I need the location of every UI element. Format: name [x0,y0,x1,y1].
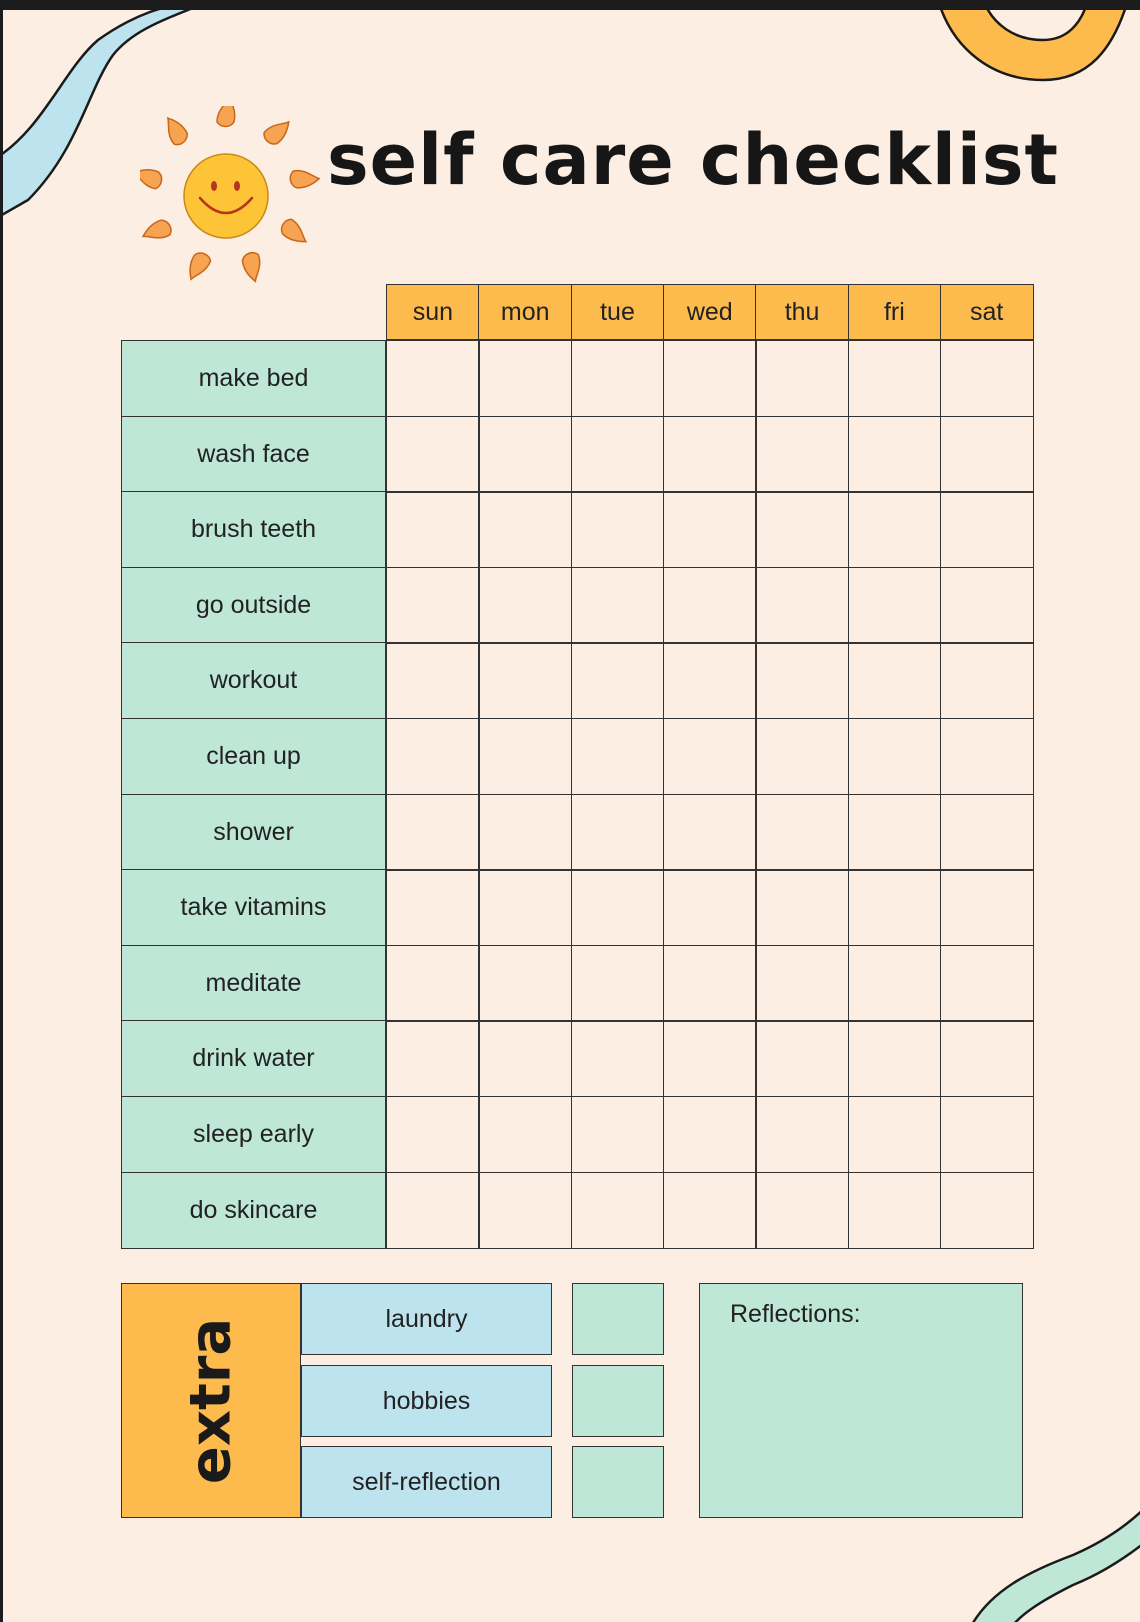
check-cell-wed[interactable] [663,1172,757,1249]
check-cell-sun[interactable] [386,1172,480,1249]
check-cell-tue[interactable] [571,567,665,644]
check-cell-tue[interactable] [571,869,665,946]
extra-checkbox-self-reflection[interactable] [572,1446,664,1518]
check-cell-wed[interactable] [663,1096,757,1173]
reflections-box[interactable] [699,1283,1023,1518]
check-cell-sat[interactable] [940,1020,1034,1097]
check-cell-tue[interactable] [571,794,665,871]
check-cell-mon[interactable] [478,1172,572,1249]
smiling-sun-icon [140,106,320,286]
check-cell-fri[interactable] [848,869,942,946]
check-cell-mon[interactable] [478,869,572,946]
day-header-fri: fri [848,284,942,340]
check-cell-wed[interactable] [663,416,757,493]
checklist-page [3,10,1140,1622]
page-title: self care checklist [327,119,1060,201]
check-cell-fri[interactable] [848,1172,942,1249]
task-label: drink water [121,1020,386,1097]
check-cell-sat[interactable] [940,642,1034,719]
extra-checkbox-hobbies[interactable] [572,1365,664,1437]
check-cell-thu[interactable] [755,642,849,719]
check-cell-thu[interactable] [755,718,849,795]
check-cell-thu[interactable] [755,416,849,493]
task-label: wash face [121,416,386,493]
check-cell-fri[interactable] [848,340,942,417]
check-cell-sun[interactable] [386,642,480,719]
check-cell-mon[interactable] [478,491,572,568]
check-cell-mon[interactable] [478,567,572,644]
check-cell-sat[interactable] [940,794,1034,871]
check-cell-wed[interactable] [663,718,757,795]
reflections-label: Reflections: [730,1300,861,1328]
check-cell-fri[interactable] [848,642,942,719]
check-cell-sat[interactable] [940,945,1034,1022]
check-cell-wed[interactable] [663,567,757,644]
extra-checkbox-laundry[interactable] [572,1283,664,1355]
check-cell-mon[interactable] [478,794,572,871]
check-cell-sat[interactable] [940,718,1034,795]
day-header-sat: sat [940,284,1034,340]
check-cell-wed[interactable] [663,340,757,417]
check-cell-sat[interactable] [940,416,1034,493]
check-cell-sun[interactable] [386,491,480,568]
check-cell-sun[interactable] [386,567,480,644]
check-cell-wed[interactable] [663,491,757,568]
check-cell-sat[interactable] [940,567,1034,644]
check-cell-tue[interactable] [571,416,665,493]
check-cell-tue[interactable] [571,718,665,795]
check-cell-tue[interactable] [571,945,665,1022]
task-label: take vitamins [121,869,386,946]
check-cell-thu[interactable] [755,1020,849,1097]
check-cell-fri[interactable] [848,491,942,568]
check-cell-sun[interactable] [386,794,480,871]
task-label: sleep early [121,1096,386,1173]
day-header-wed: wed [663,284,757,340]
bottom-right-mint-wave [968,1505,1140,1622]
check-cell-sat[interactable] [940,869,1034,946]
day-header-tue: tue [571,284,665,340]
check-cell-thu[interactable] [755,1096,849,1173]
check-cell-mon[interactable] [478,1096,572,1173]
check-cell-tue[interactable] [571,642,665,719]
check-cell-tue[interactable] [571,340,665,417]
check-cell-mon[interactable] [478,1020,572,1097]
day-header-mon: mon [478,284,572,340]
check-cell-wed[interactable] [663,1020,757,1097]
check-cell-sun[interactable] [386,945,480,1022]
day-header-thu: thu [755,284,849,340]
check-cell-fri[interactable] [848,794,942,871]
check-cell-sun[interactable] [386,416,480,493]
check-cell-wed[interactable] [663,869,757,946]
check-cell-tue[interactable] [571,1020,665,1097]
check-cell-thu[interactable] [755,794,849,871]
extra-item-hobbies: hobbies [301,1365,552,1437]
check-cell-mon[interactable] [478,642,572,719]
check-cell-mon[interactable] [478,945,572,1022]
check-cell-thu[interactable] [755,340,849,417]
check-cell-fri[interactable] [848,718,942,795]
task-label: clean up [121,718,386,795]
check-cell-sat[interactable] [940,1172,1034,1249]
check-cell-fri[interactable] [848,567,942,644]
check-cell-thu[interactable] [755,945,849,1022]
task-label: go outside [121,567,386,644]
check-cell-mon[interactable] [478,340,572,417]
task-label: make bed [121,340,386,417]
task-label: shower [121,794,386,871]
check-cell-thu[interactable] [755,491,849,568]
check-cell-fri[interactable] [848,1096,942,1173]
check-cell-sun[interactable] [386,869,480,946]
check-cell-fri[interactable] [848,416,942,493]
check-cell-sun[interactable] [386,1096,480,1173]
extra-item-laundry: laundry [301,1283,552,1355]
check-cell-sun[interactable] [386,718,480,795]
extra-section-label [121,1283,301,1518]
top-right-orange-ring [938,10,1128,80]
task-label: do skincare [121,1172,386,1249]
check-cell-tue[interactable] [571,1172,665,1249]
check-cell-sun[interactable] [386,1020,480,1097]
check-cell-sat[interactable] [940,340,1034,417]
check-cell-wed[interactable] [663,794,757,871]
extra-label-text: extra [178,1317,244,1484]
check-cell-sun[interactable] [386,340,480,417]
extra-item-self-reflection: self-reflection [301,1446,552,1518]
check-cell-fri[interactable] [848,1020,942,1097]
check-cell-mon[interactable] [478,416,572,493]
day-header-sun: sun [386,284,480,340]
check-cell-mon[interactable] [478,718,572,795]
check-cell-wed[interactable] [663,945,757,1022]
check-cell-sat[interactable] [940,1096,1034,1173]
check-cell-thu[interactable] [755,567,849,644]
task-label: workout [121,642,386,719]
check-cell-thu[interactable] [755,1172,849,1249]
check-cell-wed[interactable] [663,642,757,719]
check-cell-fri[interactable] [848,945,942,1022]
check-cell-thu[interactable] [755,869,849,946]
check-cell-tue[interactable] [571,1096,665,1173]
check-cell-tue[interactable] [571,491,665,568]
task-label: brush teeth [121,491,386,568]
check-cell-sat[interactable] [940,491,1034,568]
task-label: meditate [121,945,386,1022]
